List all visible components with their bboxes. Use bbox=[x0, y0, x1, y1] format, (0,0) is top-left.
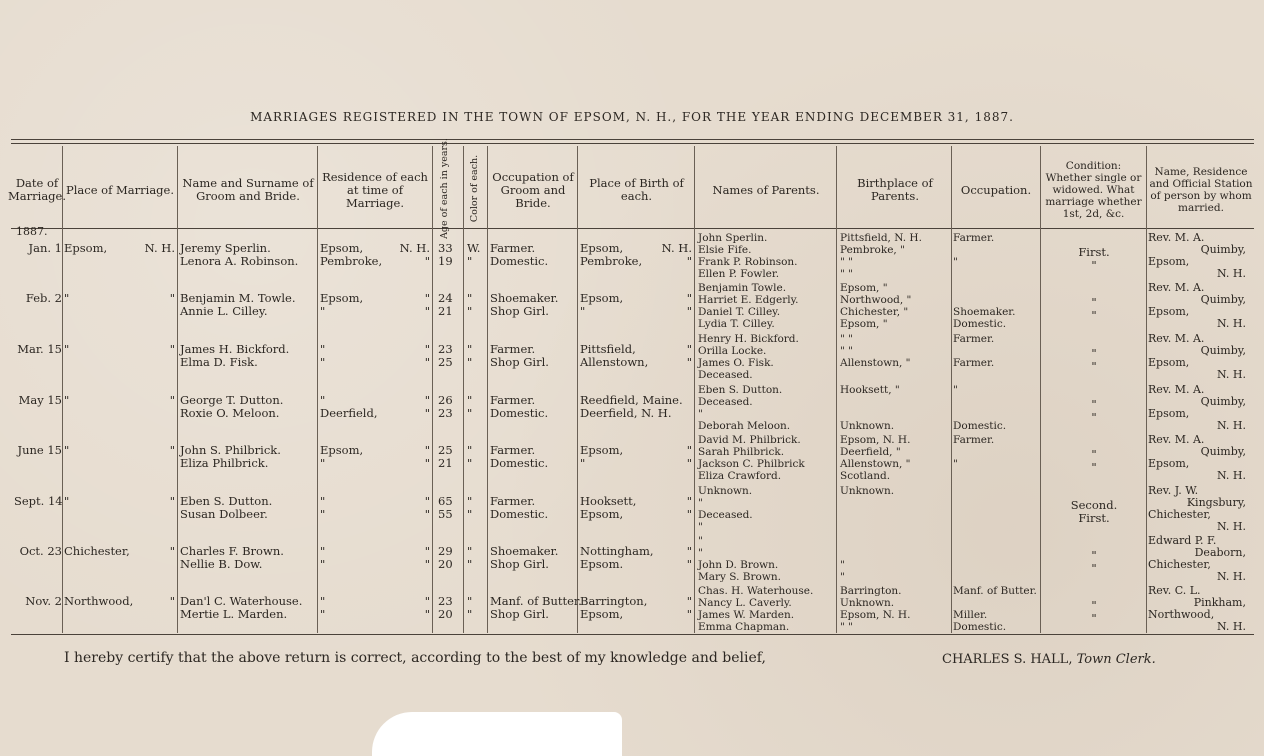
groom-age: 33 bbox=[438, 241, 453, 255]
marriage-date: Jan. 1 bbox=[28, 241, 62, 255]
parent-name: Unknown. bbox=[698, 485, 753, 497]
parent-birthplace: Pembroke, " bbox=[840, 244, 905, 256]
parent-name: Mary S. Brown. bbox=[698, 571, 781, 583]
marriage-place-state: " bbox=[169, 443, 175, 457]
officiant-line: Rev. M. A. bbox=[1148, 433, 1205, 446]
marriage-place: " bbox=[64, 291, 70, 305]
bride-color: " bbox=[467, 507, 473, 521]
marriage-place-state: " bbox=[169, 291, 175, 305]
parent-name: Nancy L. Caverly. bbox=[698, 597, 792, 609]
parent-name: Deborah Meloon. bbox=[698, 420, 791, 432]
officiant-line: Chichester, bbox=[1148, 558, 1211, 571]
marriage-place-state: " bbox=[169, 393, 175, 407]
marriage-place-state: " bbox=[169, 544, 175, 558]
parent-name: " bbox=[698, 547, 703, 559]
bride-occupation: Shop Girl. bbox=[490, 607, 549, 621]
officiant-line: N. H. bbox=[1216, 620, 1246, 633]
officiant-line: Rev. J. W. bbox=[1148, 484, 1199, 497]
table-row bbox=[0, 433, 1264, 492]
header-names: Name and Surname of Groom and Bride. bbox=[182, 176, 314, 203]
groom-birthplace-state: " bbox=[686, 443, 692, 457]
officiant-line: N. H. bbox=[1216, 469, 1246, 482]
torn-paper-edge bbox=[372, 712, 622, 756]
groom-residence-state: " bbox=[424, 544, 430, 558]
marriage-place-state: N. H. bbox=[144, 241, 175, 255]
bride-birthplace-state: " bbox=[686, 456, 692, 470]
parent-birthplace: Epsom, N. H. bbox=[840, 609, 911, 621]
groom-residence-state: " bbox=[424, 342, 430, 356]
parent-birthplace: Hooksett, " bbox=[840, 384, 900, 396]
marriage-condition: " bbox=[1091, 397, 1097, 411]
marriage-condition: " bbox=[1091, 258, 1097, 272]
parent-name: " bbox=[698, 535, 703, 547]
bride-residence-state: " bbox=[424, 507, 430, 521]
marriage-condition: Second. bbox=[1070, 498, 1118, 512]
marriage-place-state: " bbox=[169, 342, 175, 356]
parent-birthplace: " " bbox=[840, 621, 853, 633]
marriage-date: Mar. 15 bbox=[17, 342, 62, 356]
marriage-place: " bbox=[64, 443, 70, 457]
groom-name: John S. Philbrick. bbox=[180, 443, 281, 457]
parent-birthplace: Unknown. bbox=[840, 420, 895, 432]
bride-color: " bbox=[467, 456, 473, 470]
parent-occupation: " bbox=[953, 384, 958, 396]
parent-birthplace: Allenstown, " bbox=[840, 357, 911, 369]
header-officiant: Name, Residence and Official Station of person by whom married. bbox=[1149, 166, 1253, 214]
marriage-date: June 15 bbox=[17, 443, 62, 457]
bride-name: Roxie O. Meloon. bbox=[180, 406, 280, 420]
parent-name: " bbox=[698, 408, 703, 420]
bride-birthplace-state: " bbox=[686, 607, 692, 621]
marriage-date: Feb. 2 bbox=[25, 291, 62, 305]
bride-residence: Pembroke, bbox=[320, 254, 383, 268]
groom-age: 26 bbox=[438, 393, 453, 407]
bride-occupation: Shop Girl. bbox=[490, 557, 549, 571]
bride-occupation: Domestic. bbox=[490, 406, 549, 420]
groom-occupation: Farmer. bbox=[490, 443, 536, 457]
officiant-line: Quimby, bbox=[1200, 243, 1246, 256]
groom-name: James H. Bickford. bbox=[180, 342, 290, 356]
groom-birthplace: Pittsfield, bbox=[580, 342, 636, 356]
officiant-line: N. H. bbox=[1216, 267, 1246, 280]
marriage-condition: " bbox=[1091, 410, 1097, 424]
header-parents-occupation: Occupation. bbox=[960, 182, 1032, 197]
groom-birthplace-state: " bbox=[686, 291, 692, 305]
groom-birthplace: Hooksett, bbox=[580, 494, 637, 508]
bride-birthplace: Epsom, bbox=[580, 507, 624, 521]
parent-name: Henry H. Bickford. bbox=[698, 333, 799, 345]
marriage-place-state: " bbox=[169, 494, 175, 508]
groom-name: Charles F. Brown. bbox=[180, 544, 284, 558]
officiant-line: Edward P. F. bbox=[1148, 534, 1217, 547]
groom-age: 24 bbox=[438, 291, 453, 305]
parent-name: Harriet E. Edgerly. bbox=[698, 294, 799, 306]
bride-occupation: Domestic. bbox=[490, 254, 549, 268]
header-residence: Residence of each at time of Marriage. bbox=[322, 169, 428, 210]
bride-age: 19 bbox=[438, 254, 453, 268]
bride-birthplace: Allenstown, bbox=[580, 355, 649, 369]
groom-residence-state: " bbox=[424, 443, 430, 457]
groom-name: Benjamin M. Towle. bbox=[180, 291, 296, 305]
bride-name: Elma D. Fisk. bbox=[180, 355, 258, 369]
officiant-line: Rev. M. A. bbox=[1148, 332, 1205, 345]
bride-color: " bbox=[467, 406, 473, 420]
parent-occupation: " bbox=[953, 256, 958, 268]
parent-birthplace: Epsom, " bbox=[840, 318, 888, 330]
table-row bbox=[0, 332, 1264, 391]
parent-birthplace: " " bbox=[840, 345, 853, 357]
marriage-place: Chichester, bbox=[64, 544, 130, 558]
marriage-place: " bbox=[64, 393, 70, 407]
groom-birthplace-state: " bbox=[686, 342, 692, 356]
header-color: Color of each. bbox=[469, 154, 481, 222]
groom-residence: " bbox=[320, 594, 326, 608]
bride-age: 21 bbox=[438, 456, 453, 470]
groom-color: " bbox=[467, 393, 473, 407]
officiant-line: Pinkham, bbox=[1193, 596, 1246, 609]
parent-name: Ellen P. Fowler. bbox=[698, 268, 780, 280]
bride-residence-state: " bbox=[424, 406, 430, 420]
bride-age: 55 bbox=[438, 507, 453, 521]
certification-text: I hereby certify that the above return is correct, according to the best of my knowledge and belief, bbox=[64, 650, 766, 666]
groom-residence-state: " bbox=[424, 393, 430, 407]
marriage-date: Oct. 23 bbox=[19, 544, 62, 558]
marriage-condition: First. bbox=[1078, 245, 1110, 259]
bride-name: Mertie L. Marden. bbox=[180, 607, 288, 621]
parent-birthplace: Allenstown, " bbox=[840, 458, 911, 470]
marriage-place: Northwood, bbox=[64, 594, 134, 608]
parent-occupation: " bbox=[953, 458, 958, 470]
marriage-condition: " bbox=[1091, 561, 1097, 575]
parent-birthplace: " bbox=[840, 571, 845, 583]
groom-age: 23 bbox=[438, 342, 453, 356]
header-place: Place of Marriage. bbox=[66, 182, 174, 197]
parent-name: James W. Marden. bbox=[698, 609, 795, 621]
bride-color: " bbox=[467, 355, 473, 369]
parent-name: Orilla Locke. bbox=[698, 345, 767, 357]
parent-occupation: Domestic. bbox=[953, 621, 1007, 633]
groom-occupation: Farmer. bbox=[490, 241, 536, 255]
parent-name: Chas. H. Waterhouse. bbox=[698, 585, 814, 597]
bride-residence: Deerfield, bbox=[320, 406, 378, 420]
marriage-condition: " bbox=[1091, 359, 1097, 373]
bride-color: " bbox=[467, 607, 473, 621]
officiant-line: Quimby, bbox=[1200, 395, 1246, 408]
bride-residence: " bbox=[320, 355, 326, 369]
parent-name: Deceased. bbox=[698, 369, 753, 381]
groom-residence-state: " bbox=[424, 494, 430, 508]
page-title: MARRIAGES REGISTERED IN THE TOWN OF EPSOM, N. H., FOR THE YEAR ENDING DECEMBER 31, 1887. bbox=[250, 110, 1014, 124]
table-row bbox=[0, 484, 1264, 543]
parent-birthplace: Chichester, " bbox=[840, 306, 909, 318]
table-row bbox=[0, 383, 1264, 442]
bride-birthplace: Pembroke, bbox=[580, 254, 643, 268]
officiant-line: Kingsbury, bbox=[1186, 496, 1246, 509]
header-condition: Condition: Whether single or widowed. What marriage whether 1st, 2d, &c. bbox=[1045, 160, 1142, 220]
officiant-line: Quimby, bbox=[1200, 445, 1246, 458]
table-row bbox=[0, 281, 1264, 340]
groom-color: " bbox=[467, 291, 473, 305]
groom-color: " bbox=[467, 443, 473, 457]
parent-birthplace: Deerfield, " bbox=[840, 446, 901, 458]
bride-residence: " bbox=[320, 607, 326, 621]
parent-name: Lydia T. Cilley. bbox=[698, 318, 775, 330]
clerk-title: Town Clerk. bbox=[1076, 652, 1156, 667]
groom-name: George T. Dutton. bbox=[180, 393, 284, 407]
table-row bbox=[0, 584, 1264, 643]
parent-birthplace: Unknown. bbox=[840, 597, 895, 609]
bride-birthplace-state: " bbox=[686, 557, 692, 571]
marriage-condition: " bbox=[1091, 598, 1097, 612]
parent-name: David M. Philbrick. bbox=[698, 434, 801, 446]
groom-color: " bbox=[467, 544, 473, 558]
marriage-date: Sept. 14 bbox=[14, 494, 63, 508]
header-parents-birthplace: Birthplace of Parents. bbox=[857, 176, 933, 203]
officiant-line: N. H. bbox=[1216, 419, 1246, 432]
marriage-place: " bbox=[64, 342, 70, 356]
parent-name: John Sperlin. bbox=[698, 232, 768, 244]
officiant-line: Rev. M. A. bbox=[1148, 383, 1205, 396]
marriage-condition: " bbox=[1091, 346, 1097, 360]
groom-birthplace: Reedfield, Maine. bbox=[580, 393, 683, 407]
parent-birthplace: Epsom, " bbox=[840, 282, 888, 294]
groom-birthplace-state: N. H. bbox=[661, 241, 692, 255]
parent-birthplace: Barrington. bbox=[840, 585, 902, 597]
groom-birthplace: Epsom, bbox=[580, 443, 624, 457]
parent-birthplace: Scotland. bbox=[840, 470, 891, 482]
parent-name: " bbox=[698, 521, 703, 533]
parent-occupation: Farmer. bbox=[953, 357, 995, 369]
groom-residence: Epsom, bbox=[320, 443, 364, 457]
clerk-name: CHARLES S. HALL, bbox=[942, 652, 1073, 667]
officiant-line: N. H. bbox=[1216, 317, 1246, 330]
header-date: Date of Marriage. bbox=[8, 176, 66, 203]
bride-birthplace: Deerfield, N. H. bbox=[580, 406, 672, 420]
bride-residence-state: " bbox=[424, 456, 430, 470]
bride-color: " bbox=[467, 304, 473, 318]
officiant-line: Deaborn, bbox=[1194, 546, 1246, 559]
bride-birthplace-state: " bbox=[686, 254, 692, 268]
parent-name: Benjamin Towle. bbox=[698, 282, 787, 294]
parent-name: Elsie Fife. bbox=[698, 244, 752, 256]
bride-birthplace-state: " bbox=[686, 304, 692, 318]
bride-birthplace: Epsom, bbox=[580, 607, 624, 621]
groom-color: W. bbox=[467, 241, 481, 255]
officiant-line: Chichester, bbox=[1148, 508, 1211, 521]
parent-birthplace: Epsom, N. H. bbox=[840, 434, 911, 446]
groom-name: Eben S. Dutton. bbox=[180, 494, 273, 508]
parent-birthplace: " " bbox=[840, 256, 853, 268]
header-rule-top bbox=[11, 139, 1254, 140]
groom-color: " bbox=[467, 494, 473, 508]
bride-occupation: Domestic. bbox=[490, 456, 549, 470]
officiant-line: Quimby, bbox=[1200, 344, 1246, 357]
parent-occupation: Farmer. bbox=[953, 333, 995, 345]
bride-birthplace-state: " bbox=[686, 355, 692, 369]
groom-age: 23 bbox=[438, 594, 453, 608]
officiant-line: Rev. M. A. bbox=[1148, 281, 1205, 294]
groom-birthplace: Barrington, bbox=[580, 594, 648, 608]
officiant-line: Epsom, bbox=[1148, 356, 1190, 369]
groom-occupation: Manf. of Butter. bbox=[490, 594, 582, 608]
bride-residence: " bbox=[320, 557, 326, 571]
clerk-signature bbox=[942, 652, 1156, 667]
officiant-line: Quimby, bbox=[1200, 293, 1246, 306]
groom-birthplace: Nottingham, bbox=[580, 544, 654, 558]
year-label: 1887. bbox=[16, 225, 48, 238]
groom-color: " bbox=[467, 342, 473, 356]
header-rule-bottom bbox=[11, 143, 1254, 144]
groom-age: 29 bbox=[438, 544, 453, 558]
marriage-condition: " bbox=[1091, 447, 1097, 461]
officiant-line: N. H. bbox=[1216, 368, 1246, 381]
officiant-line: N. H. bbox=[1216, 570, 1246, 583]
parent-name: Frank P. Robinson. bbox=[698, 256, 798, 268]
marriage-date: May 15 bbox=[18, 393, 62, 407]
officiant-line: N. H. bbox=[1216, 520, 1246, 533]
bride-birthplace: " bbox=[580, 304, 586, 318]
bride-color: " bbox=[467, 557, 473, 571]
groom-occupation: Farmer. bbox=[490, 342, 536, 356]
parent-occupation: Shoemaker. bbox=[953, 306, 1016, 318]
bride-residence: " bbox=[320, 304, 326, 318]
parent-name: Sarah Philbrick. bbox=[698, 446, 785, 458]
groom-occupation: Farmer. bbox=[490, 494, 536, 508]
parent-occupation: Farmer. bbox=[953, 232, 995, 244]
groom-age: 65 bbox=[438, 494, 453, 508]
bride-residence: " bbox=[320, 507, 326, 521]
officiant-line: Epsom, bbox=[1148, 457, 1190, 470]
parent-occupation: Miller. bbox=[953, 609, 988, 621]
parent-occupation: Manf. of Butter. bbox=[953, 585, 1037, 597]
bride-birthplace: Epsom. bbox=[580, 557, 624, 571]
table-row bbox=[0, 534, 1264, 593]
bride-age: 21 bbox=[438, 304, 453, 318]
groom-color: " bbox=[467, 594, 473, 608]
marriage-condition: " bbox=[1091, 611, 1097, 625]
parent-birthplace: " " bbox=[840, 268, 853, 280]
parent-birthplace: Northwood, " bbox=[840, 294, 912, 306]
parent-name: " bbox=[698, 497, 703, 509]
header-parents: Names of Parents. bbox=[712, 182, 820, 197]
groom-name: Dan'l C. Waterhouse. bbox=[180, 594, 303, 608]
bride-name: Susan Dolbeer. bbox=[180, 507, 268, 521]
parent-name: James O. Fisk. bbox=[698, 357, 774, 369]
marriage-date: Nov. 2 bbox=[25, 594, 62, 608]
marriage-condition: " bbox=[1091, 548, 1097, 562]
officiant-line: Epsom, bbox=[1148, 305, 1190, 318]
bride-color: " bbox=[467, 254, 473, 268]
groom-age: 25 bbox=[438, 443, 453, 457]
bride-age: 23 bbox=[438, 406, 453, 420]
groom-residence: " bbox=[320, 544, 326, 558]
parent-birthplace: " bbox=[840, 559, 845, 571]
parent-name: John D. Brown. bbox=[698, 559, 779, 571]
groom-birthplace-state: " bbox=[686, 594, 692, 608]
parent-name: Eben S. Dutton. bbox=[698, 384, 783, 396]
table-header-rule bbox=[11, 228, 1254, 229]
parent-name: Eliza Crawford. bbox=[698, 470, 782, 482]
bride-name: Lenora A. Robinson. bbox=[180, 254, 299, 268]
groom-occupation: Shoemaker. bbox=[490, 544, 559, 558]
parent-name: Daniel T. Cilley. bbox=[698, 306, 781, 318]
bride-birthplace-state: " bbox=[686, 507, 692, 521]
bride-name: Eliza Philbrick. bbox=[180, 456, 269, 470]
bride-occupation: Shop Girl. bbox=[490, 304, 549, 318]
bride-birthplace: " bbox=[580, 456, 586, 470]
bride-residence-state: " bbox=[424, 304, 430, 318]
groom-residence-state: " bbox=[424, 594, 430, 608]
parent-name: Emma Chapman. bbox=[698, 621, 790, 633]
marriage-condition: First. bbox=[1078, 511, 1110, 525]
groom-residence-state: " bbox=[424, 291, 430, 305]
groom-residence: " bbox=[320, 494, 326, 508]
marriage-place-state: " bbox=[169, 594, 175, 608]
bride-name: Annie L. Cilley. bbox=[180, 304, 268, 318]
groom-residence: " bbox=[320, 342, 326, 356]
groom-birthplace: Epsom, bbox=[580, 241, 624, 255]
parent-birthplace: Unknown. bbox=[840, 485, 895, 497]
bride-age: 25 bbox=[438, 355, 453, 369]
bride-occupation: Domestic. bbox=[490, 507, 549, 521]
bride-residence-state: " bbox=[424, 254, 430, 268]
bride-occupation: Shop Girl. bbox=[490, 355, 549, 369]
parent-birthplace: Pittsfield, N. H. bbox=[840, 232, 922, 244]
groom-birthplace-state: " bbox=[686, 494, 692, 508]
groom-birthplace-state: " bbox=[686, 544, 692, 558]
header-birthplace: Place of Birth of each. bbox=[589, 176, 684, 203]
groom-occupation: Farmer. bbox=[490, 393, 536, 407]
parent-name: Deceased. bbox=[698, 509, 753, 521]
bride-age: 20 bbox=[438, 557, 453, 571]
groom-residence: Epsom, bbox=[320, 241, 364, 255]
bride-residence-state: " bbox=[424, 355, 430, 369]
groom-residence: " bbox=[320, 393, 326, 407]
parent-occupation: Farmer. bbox=[953, 434, 995, 446]
officiant-line: Epsom, bbox=[1148, 407, 1190, 420]
parent-occupation: Domestic. bbox=[953, 420, 1007, 432]
marriage-place: " bbox=[64, 494, 70, 508]
header-age: Age of each in years. bbox=[438, 137, 450, 239]
groom-birthplace: Epsom, bbox=[580, 291, 624, 305]
marriage-place: Epsom, bbox=[64, 241, 108, 255]
officiant-line: Northwood, bbox=[1148, 608, 1215, 621]
groom-occupation: Shoemaker. bbox=[490, 291, 559, 305]
officiant-line: Rev. C. L. bbox=[1148, 584, 1201, 597]
marriage-condition: " bbox=[1091, 460, 1097, 474]
groom-residence-state: N. H. bbox=[399, 241, 430, 255]
parent-birthplace: " " bbox=[840, 333, 853, 345]
bride-age: 20 bbox=[438, 607, 453, 621]
header-occupation: Occupation of Groom and Bride. bbox=[492, 169, 574, 210]
marriage-condition: " bbox=[1091, 308, 1097, 322]
bride-residence: " bbox=[320, 456, 326, 470]
parent-name: Jackson C. Philbrick bbox=[698, 458, 805, 470]
parent-name: Deceased. bbox=[698, 396, 753, 408]
officiant-line: Rev. M. A. bbox=[1148, 231, 1205, 244]
groom-name: Jeremy Sperlin. bbox=[180, 241, 271, 255]
marriage-condition: " bbox=[1091, 295, 1097, 309]
parent-occupation: Domestic. bbox=[953, 318, 1007, 330]
officiant-line: Epsom, bbox=[1148, 255, 1190, 268]
bride-residence-state: " bbox=[424, 557, 430, 571]
bride-name: Nellie B. Dow. bbox=[180, 557, 263, 571]
bride-residence-state: " bbox=[424, 607, 430, 621]
groom-residence: Epsom, bbox=[320, 291, 364, 305]
